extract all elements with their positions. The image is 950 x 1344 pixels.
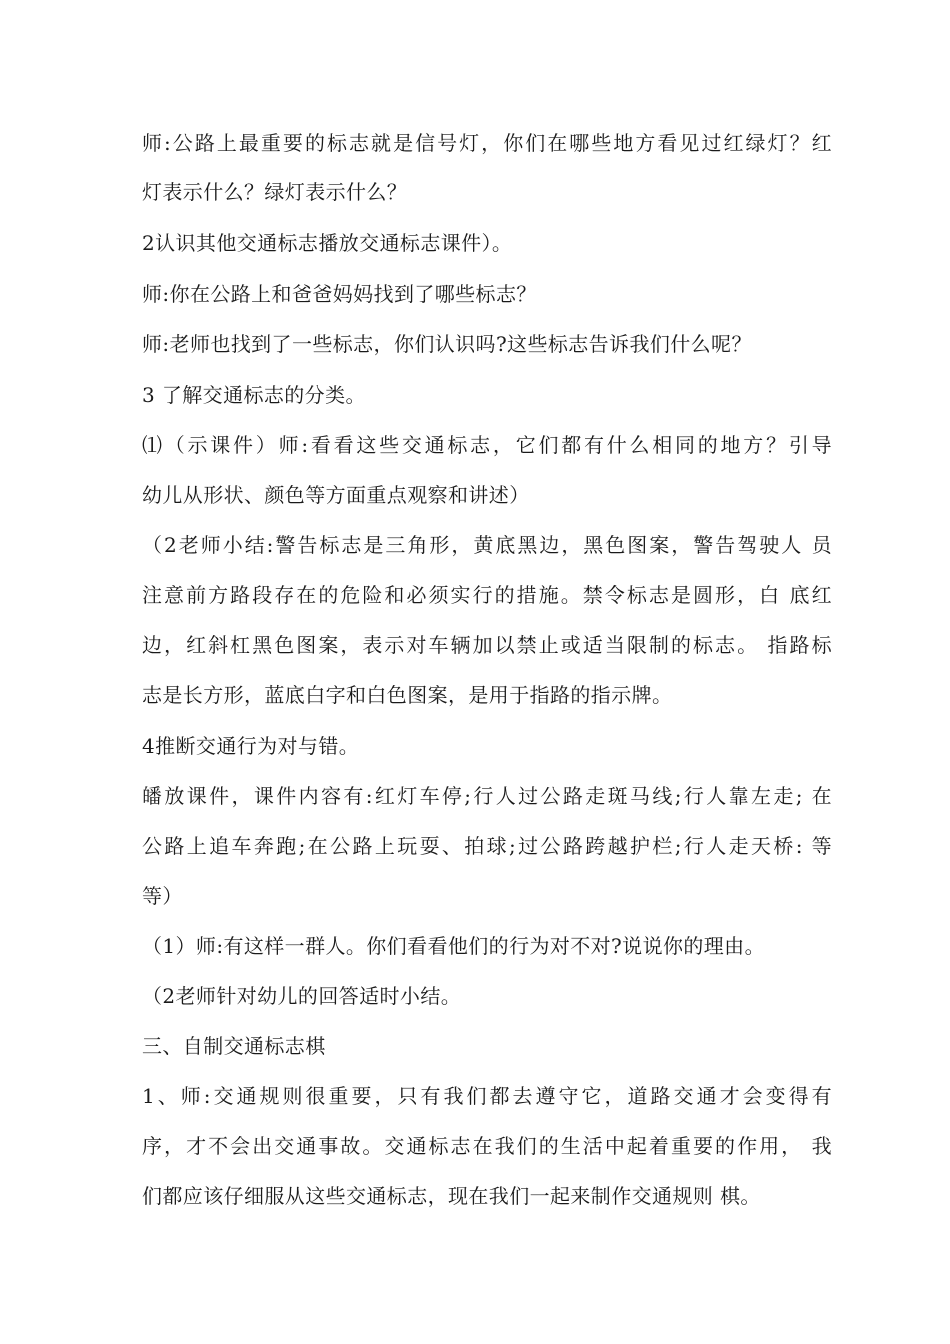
text-line: 等） xyxy=(142,884,183,908)
text-line: 师:公路上最重要的标志就是信号灯，你们在哪些地方看见过红绿灯？红 xyxy=(142,131,832,155)
text-line: 2认识其他交通标志播放交通标志课件）。 xyxy=(142,231,513,255)
text-line: 师:老师也找到了一些标志，你们认识吗?这些标志告诉我们什么呢？ xyxy=(142,332,752,356)
text-line: （1）师:有这样一群人。你们看看他们的行为对不对?说说你的理由。 xyxy=(142,934,765,958)
text-line: 公路上追车奔跑;在公路上玩耍、拍球;过公路跨越护栏;行人走天桥: 等 xyxy=(142,834,832,858)
text-line: 4推断交通行为对与错。 xyxy=(142,734,360,758)
text-line: 边，红斜杠黑色图案，表示对车辆加以禁止或适当限制的标志。 指路标 xyxy=(142,633,832,657)
text-line: 灯表示什么？绿灯表示什么？ xyxy=(142,180,408,204)
text-line: 师:你在公路上和爸爸妈妈找到了哪些标志？ xyxy=(142,282,537,306)
text-line: 志是长方形，蓝底白字和白色图案，是用于指路的指示牌。 xyxy=(142,683,673,707)
text-line: （2老师小结:警告标志是三角形，黄底黑边，黑色图案，警告驾驶人 员 xyxy=(142,533,832,557)
text-line: （2老师针对幼儿的回答适时小结。 xyxy=(142,984,462,1008)
text-line: ⑴（示课件）师:看看这些交通标志，它们都有什么相同的地方？引导 xyxy=(142,433,832,457)
text-line: 皤放课件，课件内容有:红灯车停;行人过公路走斑马线;行人靠左走; 在 xyxy=(142,784,832,808)
text-line: 们都应该仔细服从这些交通标志，现在我们一起来制作交通规则 棋。 xyxy=(142,1184,761,1208)
text-line: 1、师:交通规则很重要，只有我们都去遵守它，道路交通才会变得有 xyxy=(142,1084,832,1108)
text-line: 注意前方路段存在的危险和必须实行的措施。禁令标志是圆形，白 底红 xyxy=(142,583,832,607)
text-line: 3 了解交通标志的分类。 xyxy=(142,383,366,407)
section-heading: 三、自制交通标志棋 xyxy=(142,1034,326,1058)
text-line: 幼儿从形状、颜色等方面重点观察和讲述） xyxy=(142,483,530,507)
text-line: 序，才不会出交通事故。交通标志在我们的生活中起着重要的作用， 我 xyxy=(142,1134,832,1158)
